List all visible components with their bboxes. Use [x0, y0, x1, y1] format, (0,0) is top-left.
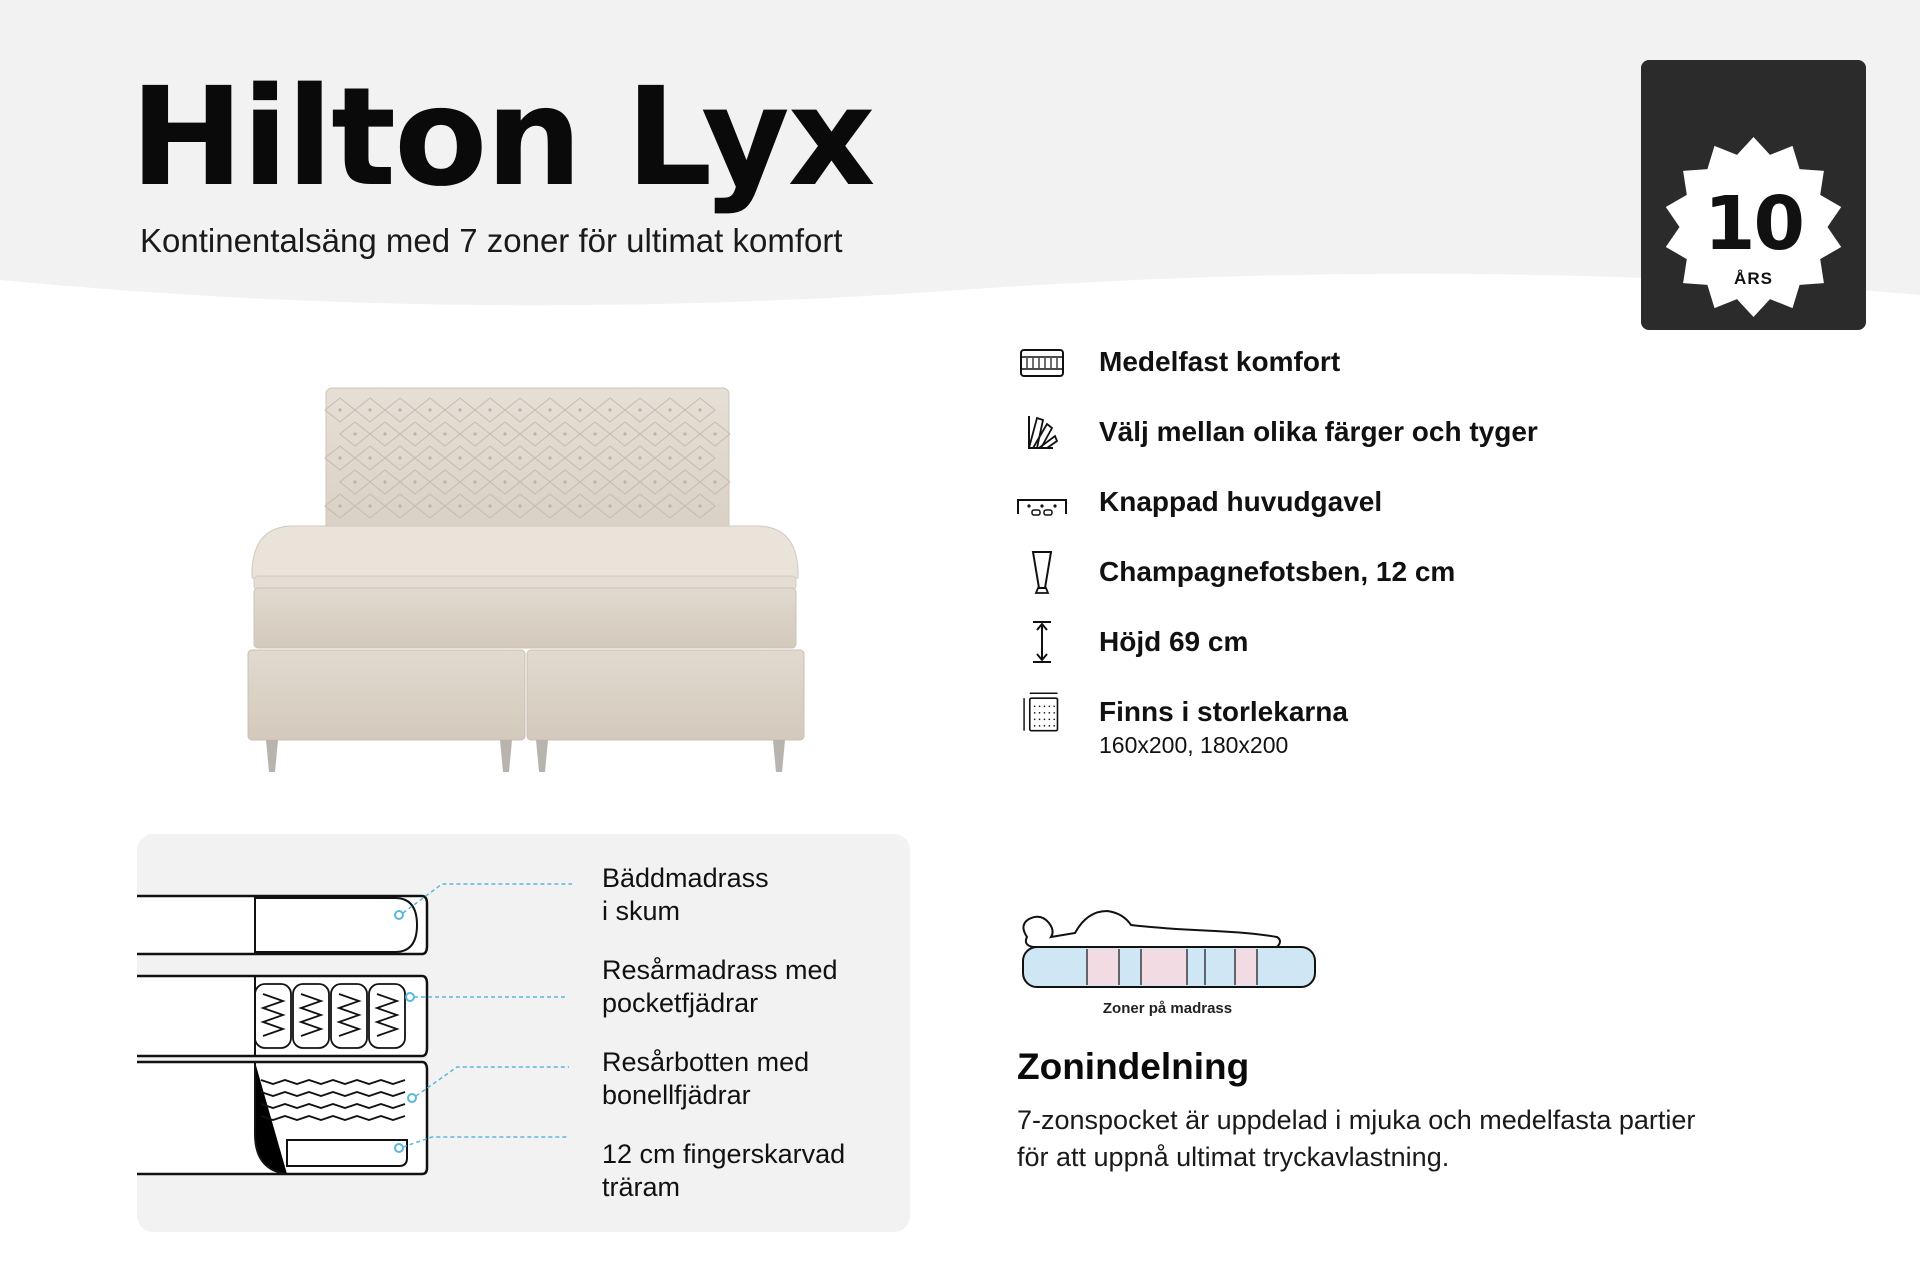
zones-caption: Zoner på madrass — [1102, 1000, 1233, 1017]
zones-title: Zonindelning — [1017, 1046, 1250, 1087]
zones-illustration — [1015, 895, 1320, 995]
mattress-springs-icon — [1015, 340, 1069, 384]
feature-label: Knappad huvudgavel — [1099, 486, 1383, 517]
warranty-badge — [1641, 60, 1866, 368]
feature-item — [1015, 550, 1615, 600]
layers-card — [137, 834, 910, 1232]
feature-label: Champagnefotsben, 12 cm — [1099, 556, 1456, 587]
feature-item — [1015, 480, 1615, 530]
warranty-unit: ÅRS — [1734, 269, 1773, 288]
product-title: Hilton Lyx — [130, 59, 874, 217]
feature-item — [1015, 410, 1615, 460]
layer-label: 12 cm fingerskarvad träram — [602, 1139, 846, 1202]
buttoned-headboard-icon — [1015, 480, 1069, 524]
feature-sizes: 160x200, 180x200 — [1099, 732, 1289, 758]
feature-label: Medelfast komfort — [1099, 346, 1341, 377]
feature-label: Välj mellan olika färger och tyger — [1099, 416, 1538, 447]
layer-label: Resårbotten med bonellfjädrar — [602, 1047, 810, 1110]
height-arrow-icon — [1015, 620, 1069, 664]
product-subtitle: Kontinentalsäng med 7 zoner för ultimat komfort — [140, 222, 843, 259]
feature-item — [1015, 340, 1615, 390]
feature-label: Höjd 69 cm — [1099, 626, 1249, 657]
feature-label: Finns i storlekarna — [1099, 696, 1348, 727]
warranty-years: 10 — [1704, 181, 1803, 267]
feature-item — [1015, 690, 1615, 760]
warranty-label: GARANTI — [1692, 343, 1815, 368]
zones-description: 7-zonspocket är uppdelad i mjuka och medelfasta partier för att uppnå ultimat tryckavlastning. — [1017, 1105, 1696, 1172]
size-dimensions-icon — [1015, 690, 1069, 734]
fabric-swatches-icon — [1015, 410, 1069, 454]
layer-label: Resårmadrass med pocketfjädrar — [602, 955, 838, 1018]
bed-image — [240, 380, 810, 790]
feature-item — [1015, 620, 1615, 670]
layer-label: Bäddmadrass i skum — [602, 863, 769, 926]
champagne-leg-icon — [1015, 550, 1069, 594]
